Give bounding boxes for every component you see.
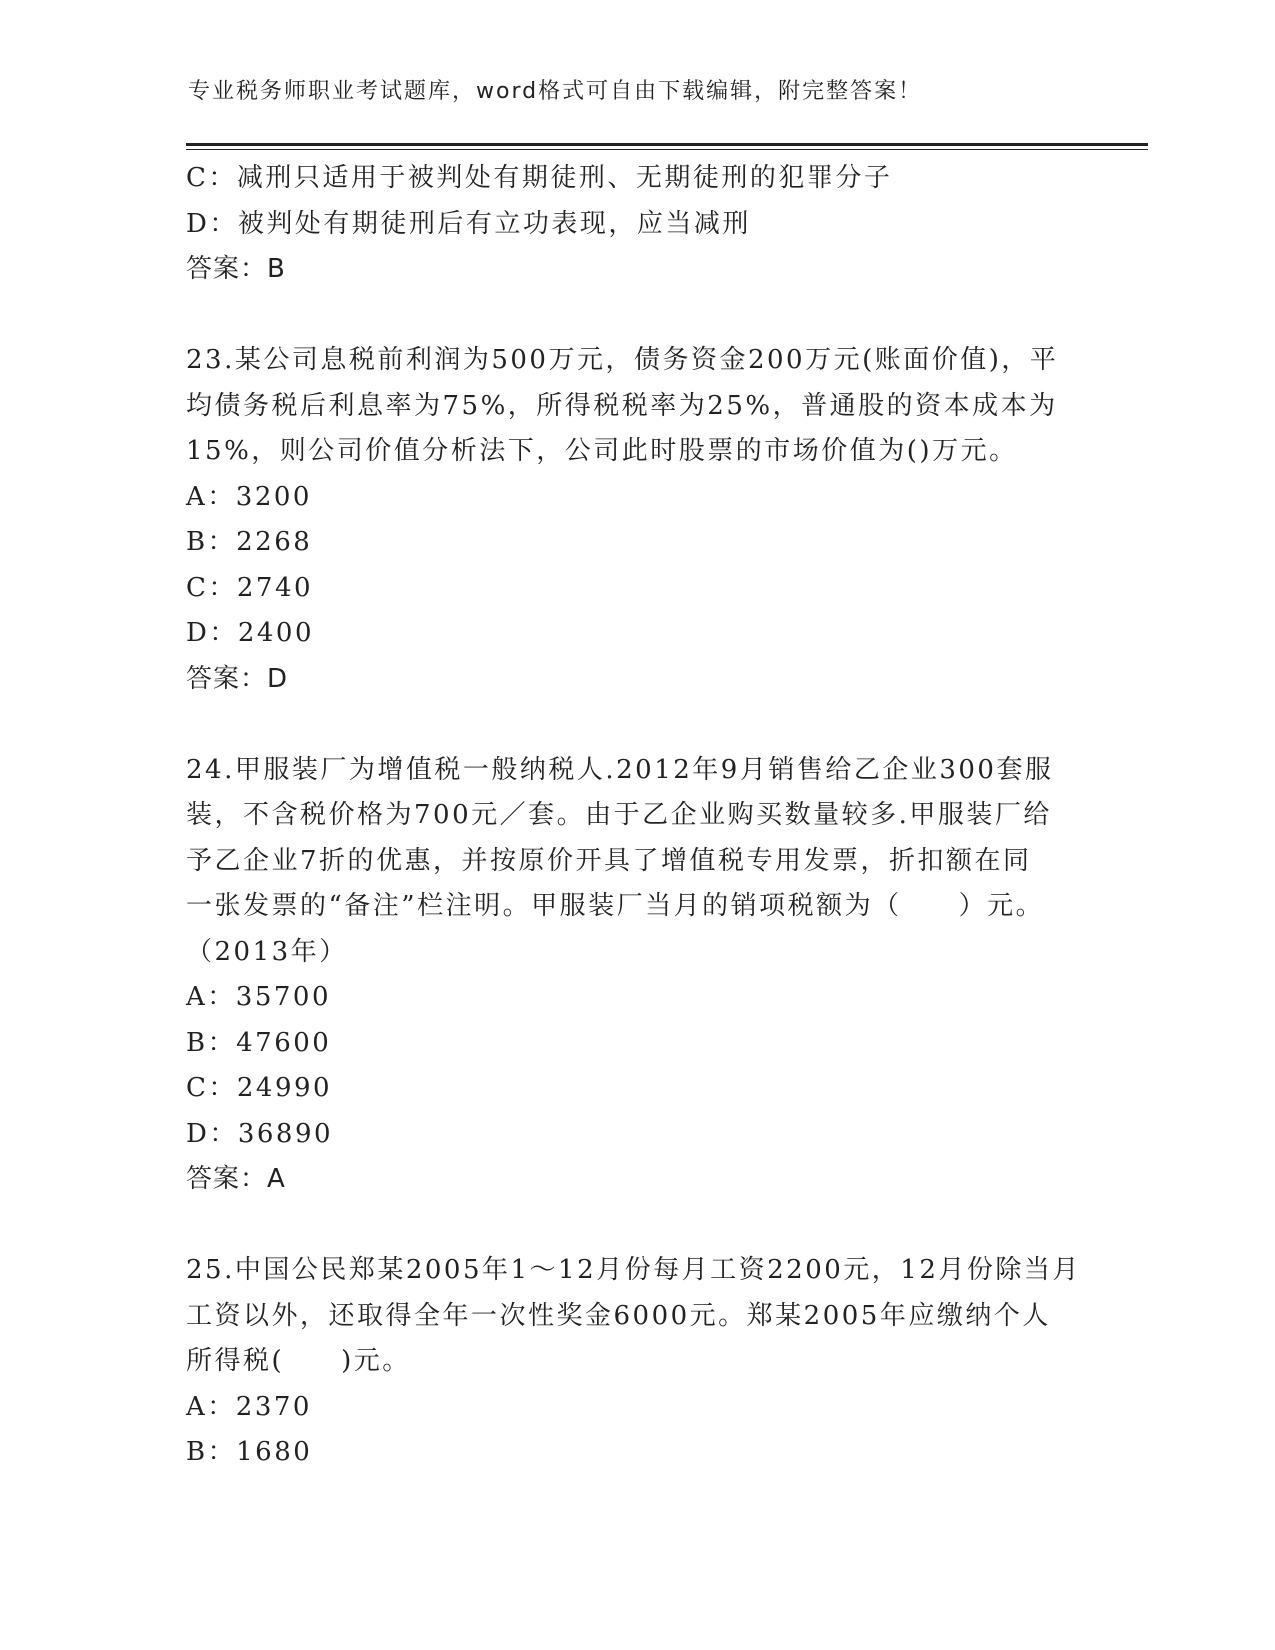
- answer-line: 答案：A: [186, 1164, 286, 1194]
- question-23-line-2: 均债务税后利息率为75%，所得税税率为25%，普通股的资本成本为: [186, 390, 1058, 421]
- question-24-line-3: 予乙企业7折的优惠，并按原价开具了增值税专用发票，折扣额在同: [186, 845, 1032, 876]
- question-23-line-3: 15%，则公司价值分析法下，公司此时股票的市场价值为()万元。: [186, 436, 1018, 466]
- question-25-line-3: 所得税( )元。: [186, 1346, 411, 1376]
- header-rule-thin: [186, 149, 1148, 150]
- question-24-line-4: 一张发票的“备注”栏注明。甲服装厂当月的销项税额为（ ）元。: [186, 891, 1045, 921]
- option-d: D：2400: [186, 618, 315, 648]
- answer-line: 答案：D: [186, 663, 289, 694]
- question-24-line-1: 24.甲服装厂为增值税一般纳税人.2012年9月销售给乙企业300套服: [186, 754, 1054, 785]
- answer-line: 答案：B: [186, 254, 286, 284]
- option-c: C：2740: [186, 572, 314, 603]
- option-a: A：2370: [186, 1391, 312, 1422]
- option-d: D：36890: [186, 1118, 334, 1149]
- option-b: B：47600: [186, 1027, 332, 1058]
- option-c: C：减刑只适用于被判处有期徒刑、无期徒刑的犯罪分子: [186, 163, 893, 193]
- page-header: 专业税务师职业考试题库，word格式可自由下载编辑，附完整答案！: [188, 79, 923, 104]
- spacer: [186, 293, 1086, 339]
- option-c: C：24990: [186, 1073, 333, 1103]
- header-rule-thick: [186, 143, 1148, 146]
- question-25-line-1: 25.中国公民郑某2005年1～12月份每月工资2200元，12月份除当月: [186, 1255, 1081, 1285]
- document-body: [186, 156, 1086, 1476]
- spacer: [186, 1203, 1086, 1249]
- question-25-line-2: 工资以外，还取得全年一次性奖金6000元。郑某2005年应缴纳个人: [186, 1300, 1051, 1331]
- option-d: D：被判处有期徒刑后有立功表现，应当减刑: [186, 208, 751, 239]
- spacer: [186, 702, 1086, 748]
- question-23-line-1: 23.某公司息税前利润为500万元，债务资金200万元(账面价值)，平: [186, 345, 1059, 375]
- option-b: B：2268: [186, 527, 313, 557]
- question-24-line-2: 装，不含税价格为700元／套。由于乙企业购买数量较多.甲服装厂给: [186, 800, 1052, 830]
- option-a: A：35700: [186, 982, 331, 1012]
- option-b: B：1680: [186, 1437, 313, 1467]
- option-a: A：3200: [186, 481, 312, 512]
- question-24-line-5: （2013年）: [186, 936, 348, 967]
